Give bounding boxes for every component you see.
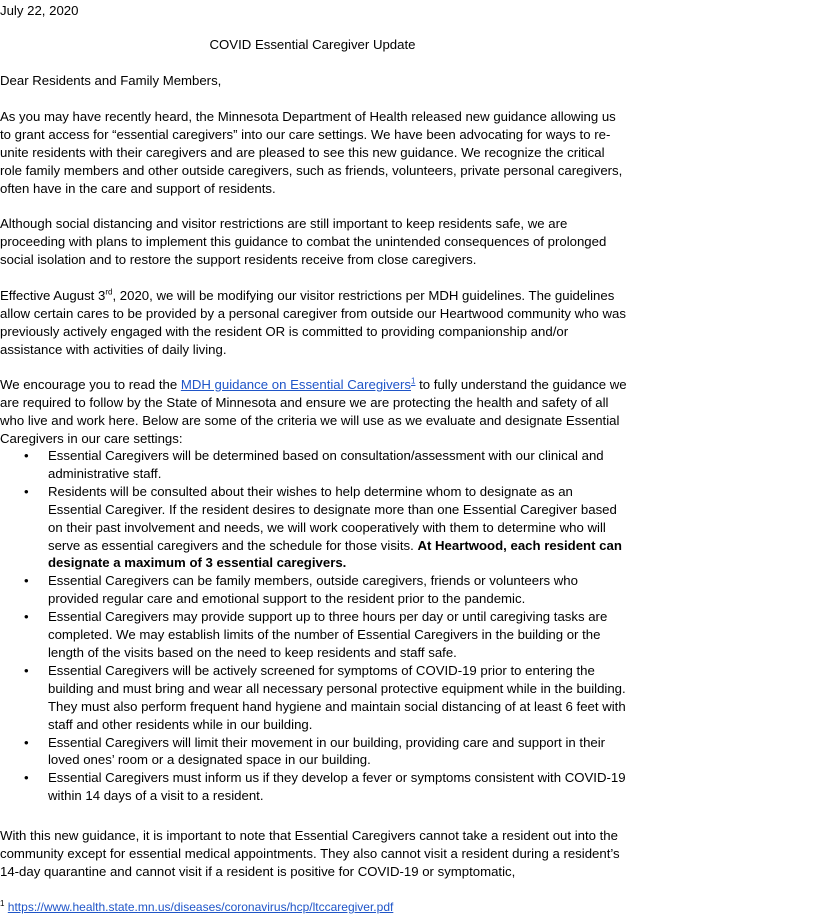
- paragraph-intro: As you may have recently heard, the Minnesota Department of Health released new guidance allowing us to grant access for “essential caregivers” into our care settings. We have been advocating for ways to re-unite residents with their caregivers and are pleased to see this new guidance. We recognize the critical role family members and other outside caregivers, such as friends, volunteers, private personal caregivers, often have in the care and support of residents.: [0, 109, 623, 196]
- list-item: [0, 734, 630, 770]
- list-item-text: Essential Caregivers may provide support up to three hours per day or until caregiving tasks are completed. We may establish limits of the number of Essential Caregivers in the building or the length of the visits based on the need to keep residents and staff safe.: [48, 609, 608, 660]
- footnote-number: 1: [0, 899, 5, 908]
- bullet-icon: •: [24, 483, 29, 499]
- paragraph-restrictions: With this new guidance, it is important to note that Essential Caregivers cannot take a resident out into the community except for essential medical appointments. They also cannot visit a resident during a resident’s 14-day quarantine and cannot visit if a resident is positive for COVID-19 or symptomatic,: [0, 828, 620, 879]
- footnote-url-link[interactable]: https://www.health.state.mn.us/diseases/coronavirus/hcp/ltccaregiver.pdf: [7, 900, 394, 914]
- paragraph-guidance: [0, 376, 630, 448]
- paragraph-effective-date: [0, 287, 630, 359]
- effective-text-start: Effective August 3: [0, 288, 106, 303]
- ordinal-suffix: rd: [105, 287, 113, 297]
- footnote-reference[interactable]: 1: [411, 376, 416, 386]
- list-item: [0, 483, 630, 573]
- bullet-icon: •: [24, 770, 29, 786]
- salutation: Dear Residents and Family Members,: [0, 73, 222, 88]
- list-item-text: Essential Caregivers can be family members, outside caregivers, friends or volunteers who provided regular care and emotional support to the resident prior to the pandemic.: [48, 573, 578, 607]
- letter-date: July 22, 2020: [0, 3, 79, 18]
- mdh-guidance-link[interactable]: MDH guidance on Essential Caregivers: [180, 377, 412, 392]
- bullet-icon: •: [24, 573, 29, 589]
- criteria-list: [0, 447, 630, 805]
- list-item: [0, 608, 630, 662]
- letter-title: COVID Essential Caregiver Update: [209, 37, 416, 52]
- list-item: [0, 662, 630, 734]
- list-item-bold-text: At Heartwood, each resident can designate a maximum of 3 essential caregivers.: [48, 537, 622, 571]
- footnote: [0, 899, 393, 915]
- bullet-icon: •: [24, 662, 29, 678]
- list-item-text: Essential Caregivers will limit their movement in our building, providing care and support in their loved ones’ room or a designated space in our building.: [48, 734, 606, 768]
- list-item: [0, 447, 630, 483]
- paragraph-social-distancing: Although social distancing and visitor restrictions are still important to keep residents safe, we are proceeding with plans to implement this guidance to combat the unintended consequences of prolonged social isolation and to restore the support residents receive from close caregivers.: [0, 216, 607, 267]
- bullet-icon: •: [24, 448, 29, 463]
- list-item-text: Essential Caregivers will be determined based on consultation/assessment with our clinical and administrative staff.: [48, 448, 604, 481]
- guidance-text-end: to fully understand the guidance we are required to follow by the State of Minnesota and ensure we are protecting the health and safety of all who live and work here. Below are some of the criteria we will use as we evaluate and designate Essential Caregivers in our care settings:: [0, 377, 627, 446]
- list-item-text: Essential Caregivers will be actively screened for symptoms of COVID-19 prior to entering the building and must bring and wear all necessary personal protective equipment while in the building. They must also perform frequent hand hygiene and maintain social distancing of at least 6 feet with staff and other residents while in our building.: [48, 662, 626, 732]
- list-item: [0, 769, 630, 805]
- bullet-icon: •: [24, 609, 29, 625]
- list-item: [0, 572, 630, 608]
- bullet-icon: •: [24, 734, 29, 750]
- list-item-text: Residents will be consulted about their wishes to help determine whom to designate as an Essential Caregiver. If the resident desires to designate more than one Essential Caregiver based on their past involvement and needs, we will work cooperatively with them to determine who will serve as essential caregivers and the schedule for those visits.: [48, 483, 617, 553]
- guidance-text-start: We encourage you to read the: [0, 377, 181, 392]
- effective-text-end: , 2020, we will be modifying our visitor restrictions per MDH guidelines. The guidelines allow certain cares to be provided by a personal caregiver from outside our Heartwood community who was previously actively engaged with the resident OR is committed to providing companionship and/or assistance with activities of daily living.: [0, 288, 626, 357]
- list-item-text: Essential Caregivers must inform us if they develop a fever or symptoms consistent with COVID-19 within 14 days of a visit to a resident.: [48, 770, 626, 804]
